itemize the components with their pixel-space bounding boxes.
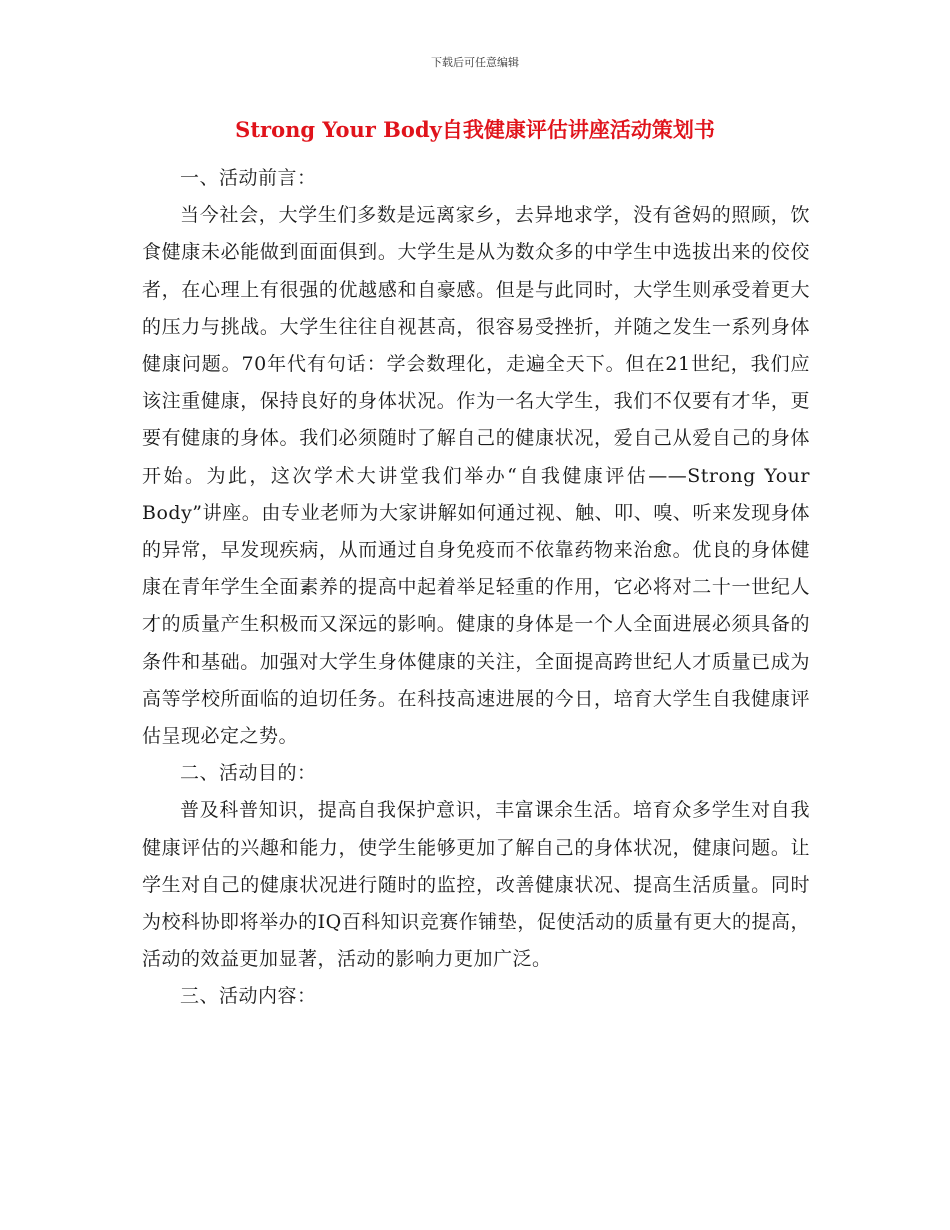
page-header: 下载后可任意编辑 <box>431 56 519 69</box>
document-body <box>142 160 810 1016</box>
section-heading-content: 三、活动内容： <box>180 985 317 1008</box>
paragraph-purpose: 普及科普知识，提高自我保护意识，丰富课余生活。培育众多学生对自我健康评估的兴趣和能力，使学生能够更加了解自己的身体状况，健康问题。让学生对自己的健康状况进行随时的监控，改善健康状况、提高生活质量。同时为校科协即将举办的IQ百科知识竞赛作铺垫，促使活动的质量有更大的提高，活动的效益更加显著，活动的影响力更加广泛。 <box>142 799 810 971</box>
document-title: Strong Your Body自我健康评估讲座活动策划书 <box>235 117 715 142</box>
section-heading-purpose: 二、活动目的： <box>180 762 317 785</box>
paragraph-preface: 当今社会，大学生们多数是远离家乡，去异地求学，没有爸妈的照顾，饮食健康未必能做到面面俱到。大学生是从为数众多的中学生中选拔出来的佼佼者，在心理上有很强的优越感和自豪感。但是与此同时，大学生则承受着更大的压力与挑战。大学生往往自视甚高，很容易受挫折，并随之发生一系列身体健康问题。70年代有句话：学会数理化，走遍全天下。但在21世纪，我们应该注重健康，保持良好的身体状况。作为一名大学生，我们不仅要有才华，更要有健康的身体。我们必须随时了解自己的健康状况，爱自己从爱自己的身体开始。为此，这次学术大讲堂我们举办“自我健康评估——Strong Your Body”讲座。由专业老师为大家讲解如何通过视、触、叩、嗅、听来发现身体的异常，早发现疾病，从而通过自身免疫而不依靠药物来治愈。优良的身体健康在青年学生全面素养的提高中起着举足轻重的作用，它必将对二十一世纪人才的质量产生积极而又深远的影响。健康的身体是一个人全面进展必须具备的条件和基础。加强对大学生身体健康的关注，全面提高跨世纪人才质量已成为高等学校所面临的迫切任务。在科技高速进展的今日，培育大学生自我健康评估呈现必定之势。 <box>142 204 810 748</box>
section-heading-preface: 一、活动前言： <box>180 167 317 189</box>
